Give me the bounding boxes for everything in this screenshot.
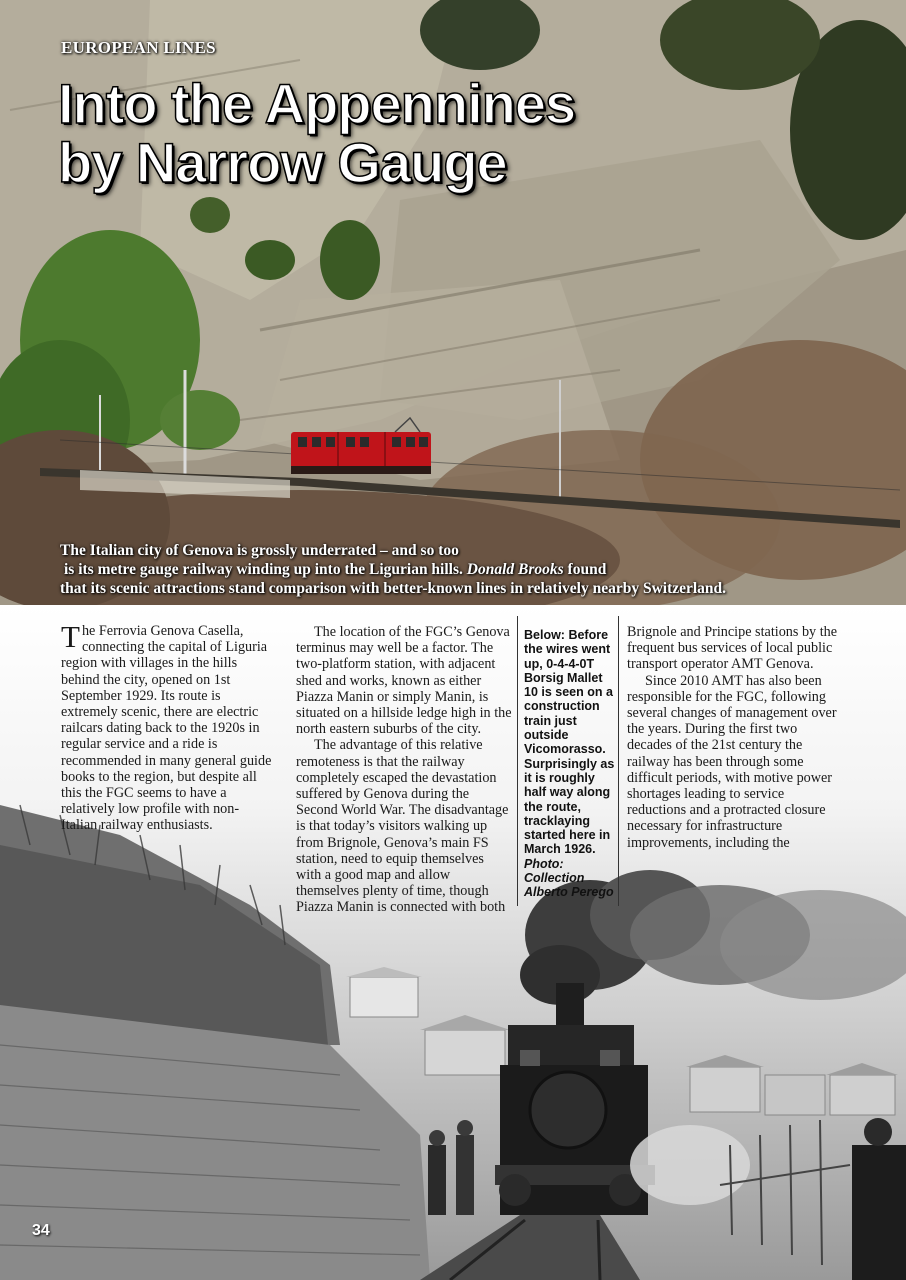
drop-cap: T (61, 619, 80, 654)
hero-photo-railcar-cliff (0, 0, 906, 605)
standfirst-line-2-end: found (563, 561, 607, 578)
article-paragraph-text: he Ferrovia Genova Casella, connecting the capital of Liguria region with villages in the hills behind the city, opened on 1st September 1929. Its route is extremely scenic, there are electric railcars dating back to the 1920s in regular service and a ride is recommended in many general guide books to the region, but despite all this the FGC seems to have a relatively low profile with non-Italian railway enthusiasts. (61, 623, 272, 834)
page-number: 34 (32, 1222, 50, 1239)
article-column-1 (61, 619, 275, 834)
article-paragraph: The location of the FGC’s Genova terminus may well be a factor. The two-platform station, with adjacent shed and works, known as either Piazza Manin or simply Manin, is situated on a hillside ledge high in the north eastern suburbs of the city. (296, 624, 512, 738)
caption-text: Below: Before the wires went up, 0-4-4-0T Borsig Mallet 10 is seen on a construction train just outside Vicomorasso. Surprisingly as it is roughly half way along the route, tracklaying started here in March 1926. (524, 628, 615, 857)
standfirst-line-2 (60, 560, 820, 579)
headline (58, 74, 618, 192)
author-name: Donald Brooks (466, 561, 564, 578)
section-tag: EUROPEAN LINES (61, 38, 216, 57)
photo-caption (517, 616, 619, 906)
standfirst-line-2-text: is its metre gauge railway winding up into the Ligurian hills. (64, 561, 467, 578)
article-column-2 (296, 624, 512, 916)
photo-credit: Photo: Collection Alberto Perego (524, 856, 614, 900)
article-paragraph: Since 2010 AMT has also been responsible for the FGC, following several changes of management over the years. During the first two decades of the 21st century the railway has been through some difficult periods, with motive power shortages leading to service reductions and a protracted closure necessary for infrastructure improvements, including the (627, 672, 837, 851)
article-paragraph (61, 619, 275, 834)
standfirst-line-1: The Italian city of Genova is grossly underrated – and so too (60, 542, 459, 559)
headline-line-2: by Narrow Gauge (58, 131, 507, 194)
standfirst-line-3: that its scenic attractions stand comparison with better-known lines in relatively nearby Switzerland. (60, 580, 727, 597)
headline-line-1: Into the Appennines (58, 72, 576, 135)
standfirst (60, 541, 820, 598)
article-paragraph: Brignole and Principe stations by the frequent bus services of local public transport operator AMT Genova. (627, 624, 838, 673)
article-column-4 (627, 624, 845, 851)
article-paragraph: The advantage of this relative remoteness is that the railway completely escaped the devastation suffered by Genova during the Second World War. The disadvantage is that today’s visitors walking up from Brignole, Genova’s main FS station, need to equip themselves with a good map and allow themselves plenty of time, though Piazza Manin is connected with both (296, 737, 509, 916)
